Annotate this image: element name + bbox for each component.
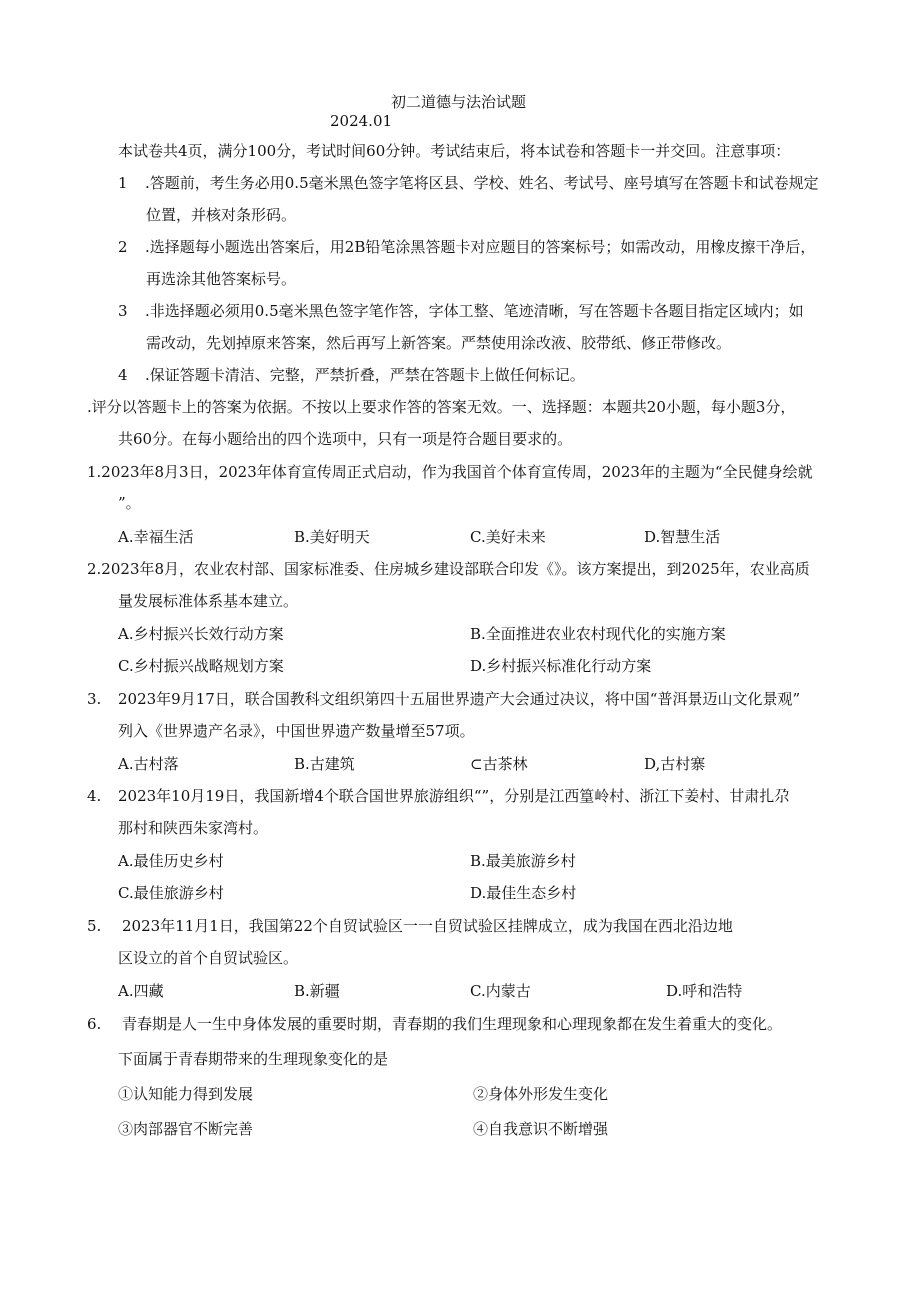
note-text-cont: 位置，并核对条形码。 <box>146 206 297 224</box>
question-4-stem-cont: 那村和陕西朱家湾村。 <box>118 819 269 837</box>
question-6-stem-cont: 下面属于青春期带来的生理现象变化的是 <box>118 1050 389 1068</box>
question-6-option-3: ③肉部器官不断完善 <box>118 1120 254 1138</box>
note-text: .答题前，考生务必用0.5毫米黑色签字笔将区县、学校、姓名、考试号、座号填写在答题卡和试卷规定 <box>145 174 819 192</box>
note-5-text: .评分以答题卡上的答案为依据。不按以上要求作答的答案无效。一、选择题：本题共20小题，每小题3分， <box>87 398 796 416</box>
question-6-number: 6. <box>87 1015 102 1033</box>
note-number: 2 <box>118 238 128 256</box>
note-5-text-cont: 共60分。在每小题给出的四个选项中，只有一项是符合题目要求的。 <box>118 430 573 448</box>
question-1-option-a: A.幸福生活 <box>118 528 194 546</box>
question-5-option-a: A.四藏 <box>118 982 164 1000</box>
question-6-stem: 青春期是人一生中身体发展的重要时期，青春期的我们生理现象和心理现象都在发生着重大的变化。 <box>122 1015 783 1033</box>
question-6-option-4: ④自我意识不断增强 <box>473 1120 609 1138</box>
question-2-stem: 2.2023年8月，农业农村部、国家标准委、住房城乡建设部联合印发《》。该方案提出，到2025年，农业高质 <box>87 560 810 578</box>
question-3-option-c: ⊂古茶林 <box>470 755 528 773</box>
note-text: .非选择题必须用0.5毫米黑色签字笔作答，字体工整、笔迹清晰，写在答题卡各题目指定区域内；如 <box>145 302 804 320</box>
question-2-stem-cont: 量发展标准体系基本建立。 <box>118 592 299 610</box>
question-5-stem-cont: 区设立的首个自贸试验区。 <box>118 949 299 967</box>
question-2-option-b: B.全面推进农业农村现代化的实施方案 <box>470 625 726 643</box>
question-5-number: 5. <box>87 917 102 935</box>
question-1-stem-cont: ”。 <box>118 494 141 512</box>
question-5-stem: 2023年11月1日，我国第22个自贸试验区一一自贸试验区挂牌成立，成为我国在西北沿边地 <box>122 917 733 935</box>
exam-date: 2024.01 <box>330 112 393 130</box>
page-title: 初二道德与法治试题 <box>391 93 527 111</box>
question-1-option-d: D.智慧生活 <box>644 528 721 546</box>
question-3-option-b: B.古建筑 <box>294 755 355 773</box>
question-3-stem: 2023年9月17日，联合国教科文组织第四十五届世界遗产大会通过决议，将中国“普洱景迈山文化景观” <box>118 690 801 708</box>
question-2-option-c: C.乡村振兴战略规划方案 <box>118 657 284 675</box>
note-text-cont: 再选涂其他答案标号。 <box>146 270 297 288</box>
question-3-stem-cont: 列入《世界遗产名录》，中国世界遗产数量增至57项。 <box>118 722 475 740</box>
question-4-number: 4. <box>87 787 102 805</box>
question-1-option-b: B.美好明天 <box>294 528 370 546</box>
question-4-option-b: B.最美旅游乡村 <box>470 852 576 870</box>
question-4-option-c: C.最佳旅游乡村 <box>118 884 224 902</box>
note-number: 1 <box>118 174 128 192</box>
question-1-option-c: C.美好未来 <box>470 528 546 546</box>
question-2-option-a: A.乡村振兴长效行动方案 <box>118 625 284 643</box>
question-6-option-1: ①认知能力得到发展 <box>118 1085 254 1103</box>
question-3-option-a: A.古村落 <box>118 755 179 773</box>
question-5-option-c: C.内蒙古 <box>470 982 531 1000</box>
exam-intro: 本试卷共4页，满分100分，考试时间60分钟。考试结束后，将本试卷和答题卡一并交回。注意事项： <box>118 142 791 160</box>
question-3-number: 3. <box>87 690 102 708</box>
note-text-cont: 需改动，先划掉原来答案，然后再写上新答案。严禁使用涂改液、胶带纸、修正带修改。 <box>146 334 732 352</box>
question-4-stem: 2023年10月19日，我国新增4个联合国世界旅游组织“”，分别是江西篁岭村、浙江下姜村、甘肃扎尕 <box>118 787 790 805</box>
question-6-option-2: ②身体外形发生变化 <box>473 1085 609 1103</box>
note-text: .保证答题卡清洁、完整，严禁折叠，严禁在答题卡上做任何标记。 <box>145 366 585 384</box>
question-5-option-b: B.新疆 <box>294 982 340 1000</box>
question-1-stem: 1.2023年8月3日，2023年体育宣传周正式启动，作为我国首个体育宣传周，2023年的主题为“全民健身绘就 <box>87 463 813 481</box>
note-number: 4 <box>118 366 128 384</box>
question-4-option-a: A.最佳历史乡村 <box>118 852 224 870</box>
question-3-option-d: D,古村寨 <box>644 755 706 773</box>
note-text: .选择题每小题选出答案后，用2B铅笔涂黑答题卡对应题目的答案标号；如需改动，用橡皮擦干净后， <box>145 238 816 256</box>
question-2-option-d: D.乡村振兴标准化行动方案 <box>470 657 652 675</box>
question-5-option-d: D.呼和浩特 <box>666 982 743 1000</box>
question-4-option-d: D.最佳生态乡村 <box>470 884 577 902</box>
note-number: 3 <box>118 302 128 320</box>
